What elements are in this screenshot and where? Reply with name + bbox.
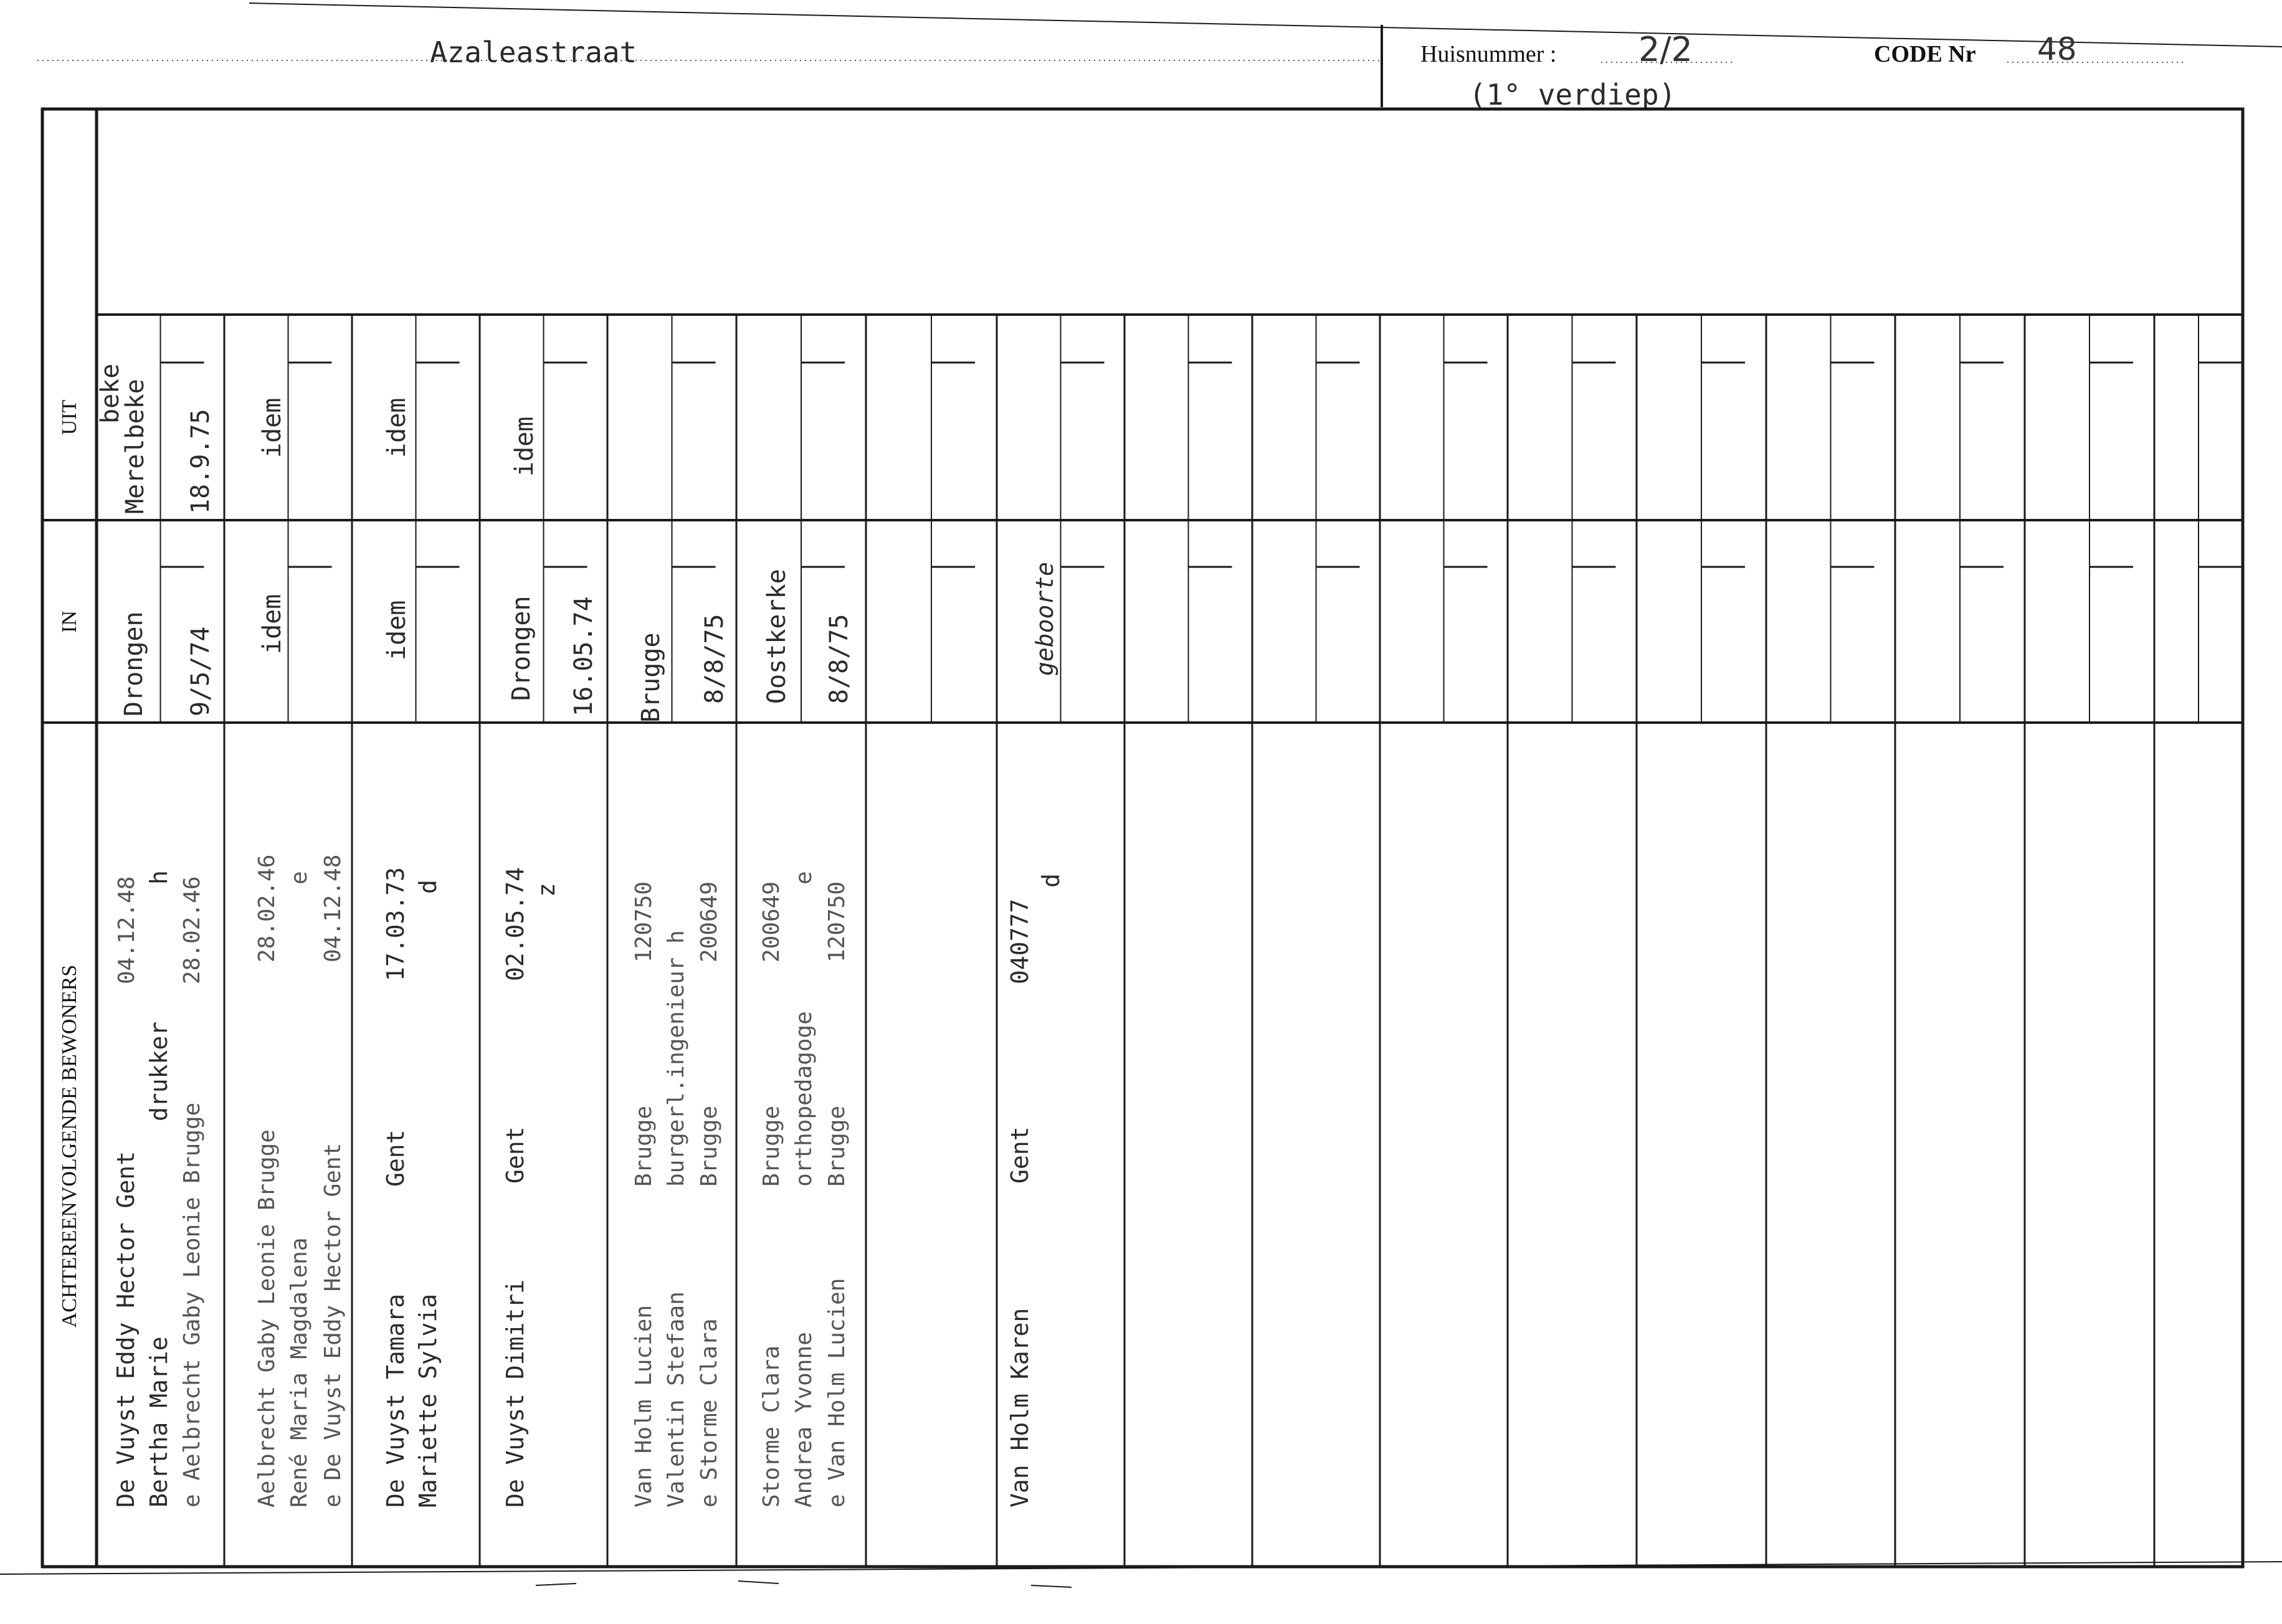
resident-1-line-1: De Vuyst Eddy Hector Gent [112, 1151, 140, 1508]
in-4-date: 16.05.74 [569, 596, 598, 716]
bottom-marks [536, 1581, 1072, 1587]
in-1-date: 9/5/74 [186, 626, 215, 716]
resident-6-place-3: Brugge [824, 1105, 850, 1187]
resident-5-line-1: Van Holm Lucien [631, 1304, 657, 1508]
resident-3-date-1: 17.03.73 [382, 867, 409, 981]
column-6 [759, 569, 853, 1508]
floor-note: (1° verdiep) [1469, 78, 1676, 112]
street-name: Azaleastraat [430, 36, 637, 69]
resident-3-date-2: d [414, 880, 442, 894]
resident-5-line-2: Valentin Stefaan [663, 1291, 689, 1508]
resident-3-line-2: Mariette Sylvia [414, 1293, 442, 1508]
resident-6-place-1: Brugge [759, 1105, 784, 1187]
resident-7-date-1: 040777 [1006, 898, 1034, 984]
resident-6-date-1: 200649 [759, 881, 784, 962]
resident-4-line-1: De Vuyst Dimitri [502, 1279, 529, 1508]
in-3-place: idem [383, 600, 411, 660]
resident-5-line-3: e Storme Clara [696, 1318, 722, 1508]
uit-1-place-overtype: beke [96, 363, 125, 424]
resident-6-date-3: 120750 [824, 881, 850, 962]
in-1-place: Drongen [120, 611, 148, 716]
resident-1-occupation: drukker [145, 1021, 173, 1121]
in-7-place: geboorte [1031, 561, 1058, 676]
column-5 [631, 614, 729, 1508]
column-1 [96, 364, 215, 1508]
resident-2-line-2: René Maria Magdalena [287, 1237, 312, 1508]
resident-6-line-3: e Van Holm Lucien [824, 1278, 850, 1508]
uit-label: UIT [58, 399, 81, 435]
resident-7-place: Gent [1006, 1126, 1034, 1184]
resident-3-line-1: De Vuyst Tamara [382, 1293, 409, 1508]
in-6-date: 8/8/75 [825, 614, 853, 704]
resident-6-date-2: e [791, 871, 817, 885]
column-grid [161, 315, 2243, 1567]
resident-1-date-3: 28.02.46 [179, 876, 205, 984]
resident-2-line-1: Aelbrecht Gaby Leonie Brugge [254, 1129, 280, 1508]
column-4 [502, 417, 598, 1508]
column-8 [1006, 562, 1065, 1508]
in-4-place: Drongen [507, 596, 536, 701]
column-2 [254, 398, 346, 1508]
resident-6-line-2: Andrea Yvonne [791, 1332, 817, 1508]
outer-border [42, 109, 2243, 1567]
resident-5-place-1: Brugge [631, 1105, 657, 1187]
house-number-label: Huisnummer : [1420, 41, 1557, 67]
uit-1-date: 18.9.75 [186, 409, 215, 514]
column-3 [382, 398, 442, 1508]
in-5-date: 8/8/75 [700, 614, 729, 704]
in-6-place: Oostkerke [763, 569, 791, 704]
resident-2-date-1: 28.02.46 [254, 854, 280, 962]
in-label: IN [58, 610, 81, 633]
uit-4-place: idem [510, 416, 539, 477]
code-number: 48 [2037, 31, 2077, 67]
resident-1-date-2: h [145, 870, 173, 885]
resident-2-date-2: e [287, 871, 312, 885]
resident-5-place-2: burgerl.ingenieur h [663, 930, 689, 1187]
resident-6-place-2: orthopedagoge [791, 1011, 817, 1187]
resident-4-date-1: 02.05.74 [502, 867, 529, 981]
in-5-place: Brugge [637, 632, 665, 723]
resident-1-line-3: e Aelbrecht Gaby Leonie Brugge [179, 1102, 205, 1508]
resident-7-date-2: d [1037, 873, 1065, 888]
resident-5-place-3: Brugge [696, 1105, 722, 1187]
resident-5-date-2: 200649 [696, 881, 722, 962]
resident-7-line-1: Van Holm Karen [1006, 1308, 1034, 1508]
uit-1-place: Merelbeke [121, 379, 150, 514]
side-labels [58, 399, 81, 1327]
resident-6-line-1: Storme Clara [759, 1345, 784, 1508]
uit-3-place: idem [383, 397, 411, 458]
uit-2-place: idem [258, 397, 287, 458]
card-header [37, 3, 2282, 112]
resident-2-date-3: 04.12.48 [320, 854, 346, 962]
house-number: 2/2 [1638, 30, 1693, 69]
resident-1-line-2: Bertha Marie [145, 1336, 173, 1508]
in-2-place: idem [258, 594, 287, 654]
resident-5-date-1: 120750 [631, 881, 657, 962]
resident-2-line-3: e De Vuyst Eddy Hector Gent [320, 1142, 346, 1508]
resident-3-place: Gent [382, 1129, 409, 1187]
resident-4-place: Gent [502, 1126, 529, 1184]
code-label: CODE Nr [1874, 41, 1976, 67]
resident-4-date-2: z [533, 883, 560, 897]
resident-1-date-1: 04.12.48 [114, 876, 140, 984]
residents-label: ACHTEREENVOLGENDE BEWONERS [58, 964, 81, 1328]
